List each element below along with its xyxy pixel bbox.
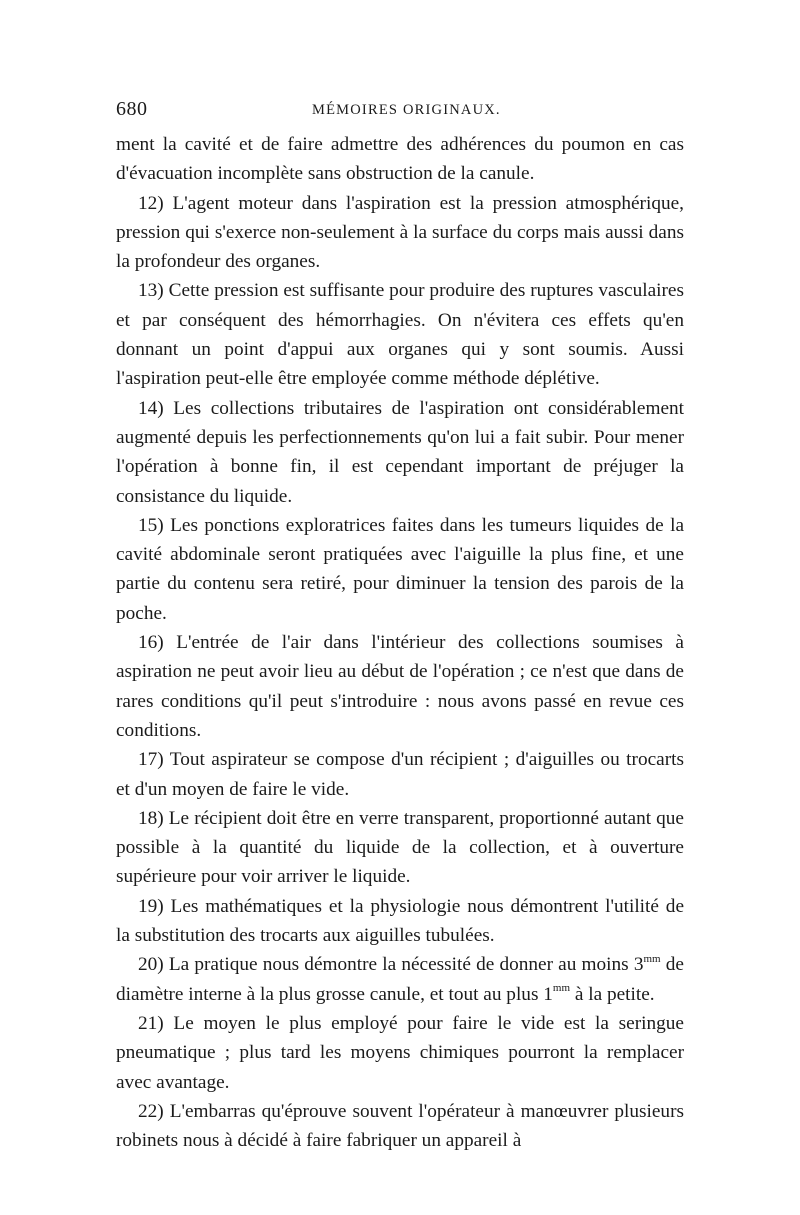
paragraph-22: 22) L'embarras qu'éprouve souvent l'opérateur à manœuvrer plusieurs robinets nous à décidé à faire fabriquer un appareil à (116, 1100, 684, 1152)
paragraph-20-part-1: 20) La pratique nous démontre la nécessité de donner au moins 3 (138, 954, 644, 976)
book-page (116, 98, 684, 1155)
paragraph-16: 16) L'entrée de l'air dans l'intérieur des collections soumises à aspiration ne peut avoir lieu au début de l'opération ; ce n'est que dans de rares conditions qu'il peut s'introduire : nous avons passé en revue ces conditions. (116, 632, 684, 741)
paragraph-continuation: ment la cavité et de faire admettre des adhérences du poumon en cas d'évacuation incomplète sans obstruction de la canule. (116, 134, 684, 185)
paragraph-19: 19) Les mathématiques et la physiologie nous démontrent l'utilité de la substitution des trocarts aux aiguilles tubulées. (116, 895, 684, 947)
body-text (116, 130, 684, 1155)
paragraph-13: 13) Cette pression est suffisante pour produire des ruptures vasculaires et par conséquent des hémorrhagies. On n'évitera ces effets qu'en donnant un point d'appui aux organes qui y sont soumis. Aussi l'aspiration peut-elle être employée comme méthode déplétive. (116, 280, 684, 390)
paragraph-20-part-2: de diamètre interne à la plus grosse canule, et tout au plus 1 (116, 954, 684, 1005)
paragraph-17: 17) Tout aspirateur se compose d'un récipient ; d'aiguilles ou trocarts et d'un moyen de faire le vide. (116, 749, 684, 800)
unit-superscript-mm: mm (643, 952, 661, 965)
paragraph-18: 18) Le récipient doit être en verre transparent, proportionné autant que possible à la quantité du liquide de la collection, et à ouverture supérieure pour voir arriver le liquide. (116, 807, 684, 888)
paragraph-12: 12) L'agent moteur dans l'aspiration est la pression atmosphérique, pression qui s'exerce non-seulement à la surface du corps mais aussi dans la profondeur des organes. (116, 192, 684, 273)
page-number: 680 (116, 98, 148, 120)
unit-superscript-mm: mm (552, 982, 571, 995)
running-head (116, 98, 684, 130)
paragraph-20 (116, 950, 684, 1009)
paragraph-21: 21) Le moyen le plus employé pour faire le vide est la seringue pneumatique ; plus tard les moyens chimiques pourront la remplacer avec avantage. (116, 1012, 684, 1093)
running-title: MÉMOIRES ORIGINAUX. (312, 102, 501, 118)
paragraph-15: 15) Les ponctions exploratrices faites dans les tumeurs liquides de la cavité abdominale seront pratiquées avec l'aiguille la plus fine, et une partie du contenu sera retiré, pour diminuer la tension des parois de la poche. (116, 514, 684, 624)
paragraph-14: 14) Les collections tributaires de l'aspiration ont considérablement augmenté depuis les perfectionnements qu'on lui a fait subir. Pour mener l'opération à bonne fin, il est cependant important de préjuger la consistance du liquide. (116, 397, 684, 507)
paragraph-20-part-3: à la petite. (570, 983, 655, 1005)
